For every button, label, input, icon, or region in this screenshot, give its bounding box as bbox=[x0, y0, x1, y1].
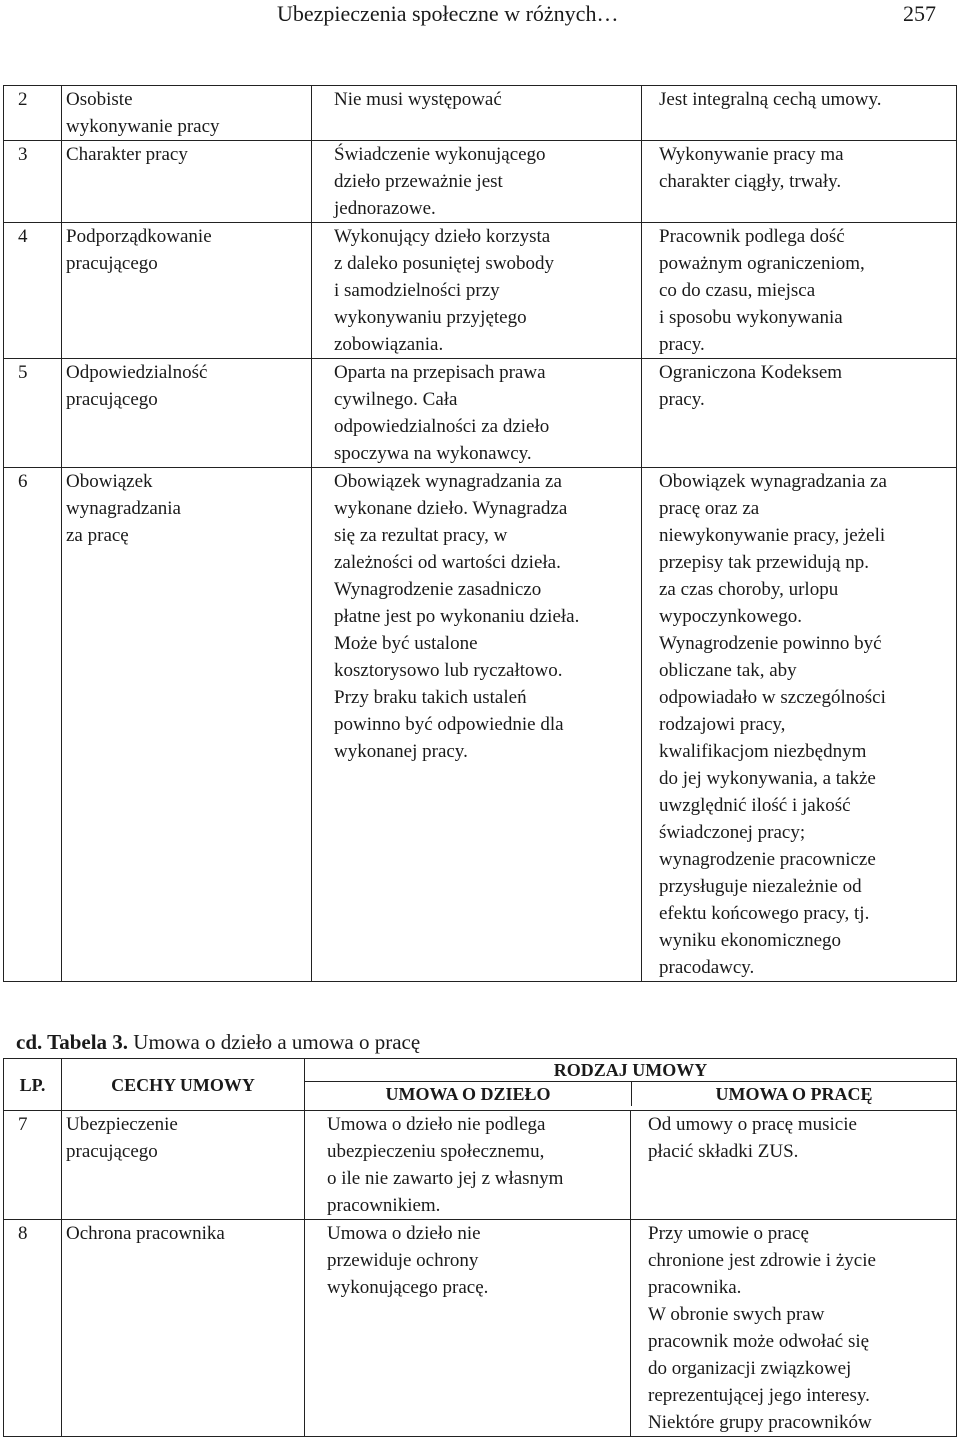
header-rodzaj: RODZAJ UMOWY bbox=[305, 1059, 956, 1082]
umowa-o-prace-cell-line: Wykonywanie pracy ma bbox=[659, 144, 844, 165]
feature-cell-line: pracującego bbox=[66, 1141, 158, 1162]
umowa-o-prace-cell bbox=[642, 86, 957, 141]
umowa-o-prace-cell-line: odpowiadało w szczególności bbox=[659, 687, 886, 708]
umowa-o-prace-cell-line: charakter ciągły, trwały. bbox=[659, 171, 842, 192]
table-row bbox=[4, 1220, 957, 1437]
umowa-o-prace-cell-line: wynagrodzenie pracownicze bbox=[659, 849, 876, 870]
umowa-o-dzielo-cell-line: Wykonujący dzieło korzysta bbox=[334, 226, 551, 247]
umowa-o-prace-cell-line: do jej wykonywania, a także bbox=[659, 768, 876, 789]
umowa-o-prace-cell-line: pracodawcy. bbox=[659, 957, 755, 978]
umowa-o-prace-cell bbox=[631, 1111, 957, 1220]
comparison-table bbox=[3, 1058, 957, 1437]
table-header bbox=[4, 1059, 957, 1111]
umowa-o-prace-cell-line: płacić składki ZUS. bbox=[648, 1141, 799, 1162]
umowa-o-dzielo-cell-line: wykonywaniu przyjętego bbox=[334, 307, 527, 328]
umowa-o-dzielo-cell-line: wykonanej pracy. bbox=[334, 741, 468, 762]
row-number: 7 bbox=[4, 1111, 62, 1220]
umowa-o-dzielo-cell-line: Umowa o dzieło nie bbox=[327, 1223, 481, 1244]
umowa-o-prace-cell-line: W obronie swych praw bbox=[648, 1304, 825, 1325]
umowa-o-prace-cell-line: niewykonywanie pracy, jeżeli bbox=[659, 525, 886, 546]
feature-cell-line: pracującego bbox=[66, 389, 158, 410]
row-number: 4 bbox=[4, 223, 62, 359]
umowa-o-dzielo-cell-line: ubezpieczeniu społecznemu, bbox=[327, 1141, 545, 1162]
umowa-o-prace-cell-line: pracy. bbox=[659, 389, 705, 410]
row-number: 2 bbox=[4, 86, 62, 141]
umowa-o-prace-cell bbox=[642, 468, 957, 982]
caption-text: Umowa o dzieło a umowa o pracę bbox=[128, 1030, 421, 1054]
feature-cell bbox=[62, 1220, 305, 1437]
umowa-o-prace-cell bbox=[642, 223, 957, 359]
umowa-o-prace-cell bbox=[642, 359, 957, 468]
umowa-o-dzielo-cell-line: spoczywa na wykonawcy. bbox=[334, 443, 532, 464]
table-body bbox=[4, 86, 957, 982]
umowa-o-prace-cell-line: do organizacji związkowej bbox=[648, 1358, 852, 1379]
feature-cell-line: Odpowiedzialność bbox=[66, 362, 208, 383]
table-row bbox=[4, 359, 957, 468]
umowa-o-prace-cell-line: chronione jest zdrowie i życie bbox=[648, 1250, 876, 1271]
umowa-o-dzielo-cell-line: Umowa o dzieło nie podlega bbox=[327, 1114, 546, 1135]
feature-cell-line: za pracę bbox=[66, 525, 129, 546]
header-subheaders bbox=[305, 1082, 956, 1106]
umowa-o-prace-cell-line: rodzajowi pracy, bbox=[659, 714, 786, 735]
umowa-o-prace-cell-line: pracownika. bbox=[648, 1277, 742, 1298]
umowa-o-prace-cell-line: przepisy tak przewidują np. bbox=[659, 552, 869, 573]
feature-cell-line: pracującego bbox=[66, 253, 158, 274]
umowa-o-dzielo-cell-line: cywilnego. Cała bbox=[334, 389, 458, 410]
umowa-o-dzielo-cell-line: z daleko posuniętej swobody bbox=[334, 253, 555, 274]
umowa-o-prace-cell-line: Obowiązek wynagradzania za bbox=[659, 471, 887, 492]
table-row bbox=[4, 1111, 957, 1220]
umowa-o-prace-cell-line: pracę oraz za bbox=[659, 498, 760, 519]
umowa-o-dzielo-cell-line: pracownikiem. bbox=[327, 1195, 441, 1216]
umowa-o-dzielo-cell-line: Obowiązek wynagradzania za bbox=[334, 471, 562, 492]
umowa-o-prace-cell-line: Pracownik podlega dość bbox=[659, 226, 845, 247]
umowa-o-dzielo-cell-line: wykonującego pracę. bbox=[327, 1277, 489, 1298]
row-number: 5 bbox=[4, 359, 62, 468]
umowa-o-prace-cell-line: świadczonej pracy; bbox=[659, 822, 806, 843]
umowa-o-prace-cell-line: Wynagrodzenie powinno być bbox=[659, 633, 882, 654]
table-caption bbox=[16, 1028, 420, 1056]
feature-cell bbox=[62, 141, 312, 223]
feature-cell bbox=[62, 359, 312, 468]
umowa-o-dzielo-cell-line: się za rezultat pracy, w bbox=[334, 525, 508, 546]
umowa-o-dzielo-cell bbox=[312, 468, 642, 982]
umowa-o-dzielo-cell-line: Oparta na przepisach prawa bbox=[334, 362, 546, 383]
umowa-o-dzielo-cell-line: jednorazowe. bbox=[334, 198, 436, 219]
umowa-o-dzielo-cell bbox=[305, 1220, 631, 1437]
page-header bbox=[0, 0, 960, 40]
header-umowa-o-prace: UMOWA O PRACĘ bbox=[715, 1084, 873, 1104]
header-umowa-o-dzielo: UMOWA O DZIEŁO bbox=[305, 1082, 632, 1106]
umowa-o-prace-cell-line: Ograniczona Kodeksem bbox=[659, 362, 843, 383]
umowa-o-prace-cell-line: efektu końcowego pracy, tj. bbox=[659, 903, 870, 924]
umowa-o-prace-cell-line: co do czasu, miejsca bbox=[659, 280, 816, 301]
feature-cell-line: Osobiste bbox=[66, 89, 133, 110]
feature-cell-line: wykonywanie pracy bbox=[66, 116, 220, 137]
header-lp: LP. bbox=[4, 1059, 62, 1111]
feature-cell-line: Podporządkowanie bbox=[66, 226, 212, 247]
umowa-o-prace-cell-line: pracownik może odwołać się bbox=[648, 1331, 870, 1352]
feature-cell-line: Charakter pracy bbox=[66, 144, 188, 165]
umowa-o-prace-cell-line: poważnym ograniczeniom, bbox=[659, 253, 865, 274]
umowa-o-dzielo-cell bbox=[312, 359, 642, 468]
umowa-o-dzielo-cell-line: Świadczenie wykonującego bbox=[334, 144, 546, 165]
table-row bbox=[4, 223, 957, 359]
umowa-o-dzielo-cell-line: zobowiązania. bbox=[334, 334, 444, 355]
umowa-o-prace-cell-line: przysługuje niezależnie od bbox=[659, 876, 862, 897]
umowa-o-dzielo-cell-line: płatne jest po wykonaniu dzieła. bbox=[334, 606, 580, 627]
umowa-o-prace-cell-line: reprezentującej jego interesy. bbox=[648, 1385, 870, 1406]
umowa-o-prace-cell-line: pracy. bbox=[659, 334, 705, 355]
feature-cell bbox=[62, 223, 312, 359]
umowa-o-prace-cell-line: wyniku ekonomicznego bbox=[659, 930, 842, 951]
caption-prefix: cd. Tabela 3. bbox=[16, 1030, 129, 1054]
feature-cell-line: Ochrona pracownika bbox=[66, 1223, 225, 1244]
umowa-o-prace-cell-line: Przy umowie o pracę bbox=[648, 1223, 809, 1244]
table-row bbox=[4, 86, 957, 141]
running-title: Ubezpieczenia społeczne w różnych… bbox=[277, 1, 619, 26]
umowa-o-prace-cell-line: Jest integralną cechą umowy. bbox=[659, 89, 882, 110]
umowa-o-dzielo-cell-line: Nie musi występować bbox=[334, 89, 502, 110]
umowa-o-prace-cell-line: i sposobu wykonywania bbox=[659, 307, 843, 328]
feature-cell bbox=[62, 468, 312, 982]
umowa-o-prace-cell bbox=[642, 141, 957, 223]
page-number: 257 bbox=[903, 1, 936, 26]
umowa-o-dzielo-cell-line: kosztorysowo lub ryczałtowo. bbox=[334, 660, 563, 681]
header-cechy: CECHY UMOWY bbox=[62, 1059, 305, 1111]
umowa-o-prace-cell bbox=[631, 1220, 957, 1437]
umowa-o-dzielo-cell bbox=[312, 86, 642, 141]
umowa-o-prace-cell-line: kwalifikacjom niezbędnym bbox=[659, 741, 867, 762]
umowa-o-dzielo-cell bbox=[312, 223, 642, 359]
umowa-o-dzielo-cell-line: i samodzielności przy bbox=[334, 280, 500, 301]
umowa-o-dzielo-cell-line: przewiduje ochrony bbox=[327, 1250, 479, 1271]
umowa-o-prace-cell-line: Niektóre grupy pracowników bbox=[648, 1412, 872, 1433]
umowa-o-dzielo-cell-line: Przy braku takich ustaleń bbox=[334, 687, 527, 708]
umowa-o-dzielo-cell-line: wykonane dzieło. Wynagradza bbox=[334, 498, 568, 519]
feature-cell-line: wynagradzania bbox=[66, 498, 181, 519]
table-row bbox=[4, 468, 957, 982]
umowa-o-dzielo-cell bbox=[305, 1111, 631, 1220]
umowa-o-dzielo-cell-line: Może być ustalone bbox=[334, 633, 478, 654]
umowa-o-dzielo-cell-line: odpowiedzialności za dzieło bbox=[334, 416, 550, 437]
feature-cell bbox=[62, 86, 312, 141]
umowa-o-dzielo-cell-line: Wynagrodzenie zasadniczo bbox=[334, 579, 542, 600]
umowa-o-prace-cell-line: wypoczynkowego. bbox=[659, 606, 802, 627]
umowa-o-dzielo-cell-line: dzieło przeważnie jest bbox=[334, 171, 503, 192]
table-row bbox=[4, 141, 957, 223]
umowa-o-prace-cell-line: za czas choroby, urlopu bbox=[659, 579, 839, 600]
header-rodzaj-group bbox=[305, 1059, 957, 1111]
umowa-o-prace-cell-line: obliczane tak, aby bbox=[659, 660, 797, 681]
feature-cell-line: Obowiązek bbox=[66, 471, 153, 492]
umowa-o-prace-cell-line: uwzględnić ilość i jakość bbox=[659, 795, 851, 816]
row-number: 3 bbox=[4, 141, 62, 223]
feature-cell bbox=[62, 1111, 305, 1220]
umowa-o-dzielo-cell-line: o ile nie zawarto jej z własnym bbox=[327, 1168, 564, 1189]
umowa-o-prace-cell-line: Od umowy o pracę musicie bbox=[648, 1114, 857, 1135]
header-row bbox=[4, 1059, 957, 1111]
row-number: 6 bbox=[4, 468, 62, 982]
umowa-o-dzielo-cell bbox=[312, 141, 642, 223]
feature-cell-line: Ubezpieczenie bbox=[66, 1114, 178, 1135]
umowa-o-dzielo-cell-line: zależności od wartości dzieła. bbox=[334, 552, 561, 573]
row-number: 8 bbox=[4, 1220, 62, 1437]
umowa-o-dzielo-cell-line: powinno być odpowiednie dla bbox=[334, 714, 564, 735]
table-body bbox=[4, 1111, 957, 1437]
comparison-table-continued bbox=[3, 85, 957, 982]
